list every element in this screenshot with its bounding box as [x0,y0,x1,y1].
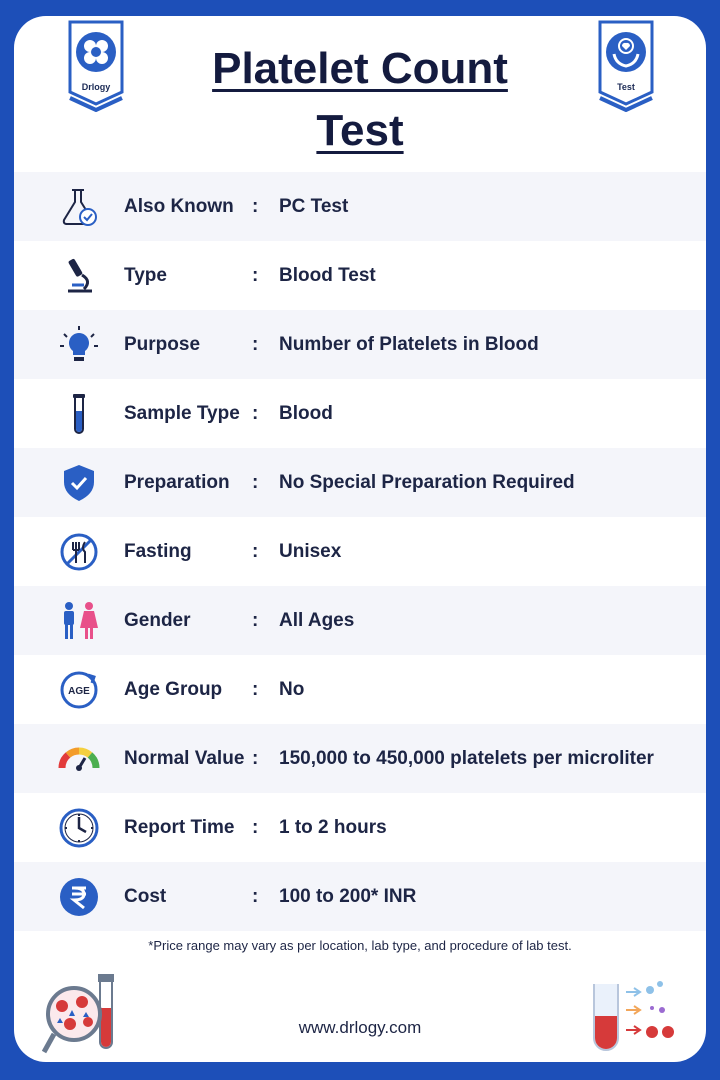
row-value: 150,000 to 450,000 platelets per microliter [279,747,654,769]
row-label: Normal Value [124,747,245,769]
test-badge [594,20,658,112]
row-colon: : [252,402,259,424]
row-also-known [14,172,706,241]
row-colon: : [252,747,259,769]
page-title: Platelet Count Test [212,44,508,155]
row-colon: : [252,816,259,838]
row-value: 1 to 2 hours [279,816,387,838]
row-label: Also Known [124,195,234,217]
shield-check-icon [58,462,100,504]
row-colon: : [252,885,259,907]
blood-separation-icon [590,978,682,1054]
row-cost [14,862,706,931]
row-value: No Special Preparation Required [279,471,575,493]
price-footnote: *Price range may vary as per location, lab type, and procedure of lab test. [148,938,572,953]
row-value: Blood Test [279,264,376,286]
info-rows [14,172,706,931]
row-colon: : [252,264,259,286]
no-food-icon [58,531,100,573]
test-badge-icon [594,20,658,112]
row-colon: : [252,195,259,217]
row-value: 100 to 200* INR [279,885,417,907]
row-colon: : [252,333,259,355]
row-value: Blood [279,402,333,424]
row-value: No [279,678,305,700]
age-icon [58,669,100,711]
row-colon: : [252,540,259,562]
flask-icon [58,186,100,228]
svg-text:AGE: AGE [68,686,90,697]
gender-icon [58,600,100,642]
row-label: Report Time [124,816,235,838]
row-label: Preparation [124,471,230,493]
test-tube-icon [58,393,100,435]
drlogy-logo-icon [64,20,128,112]
row-colon: : [252,678,259,700]
row-label: Type [124,264,167,286]
row-colon: : [252,609,259,631]
row-value: All Ages [279,609,355,631]
row-colon: : [252,471,259,493]
row-age-group [14,655,706,724]
rupee-icon [58,876,100,918]
row-fasting [14,517,706,586]
row-sample-type [14,379,706,448]
row-type [14,241,706,310]
row-value: Number of Platelets in Blood [279,333,539,355]
clock-icon [58,807,100,849]
badge-label-right: Test [617,82,635,92]
info-card [14,16,706,1062]
badge-label-left: Drlogy [81,82,111,92]
website-link[interactable]: www.drlogy.com [298,1018,422,1037]
row-gender [14,586,706,655]
row-purpose [14,310,706,379]
microscope-icon [58,255,100,297]
drlogy-badge [64,20,128,112]
row-report-time [14,793,706,862]
row-normal-value [14,724,706,793]
row-label: Age Group [124,678,223,700]
row-value: PC Test [279,195,349,217]
lightbulb-icon [58,324,100,366]
row-label: Sample Type [124,402,240,424]
row-label: Fasting [124,540,192,562]
gauge-icon [58,738,100,780]
blood-cells-magnifier-icon [42,972,124,1056]
row-preparation [14,448,706,517]
row-label: Gender [124,609,191,631]
row-label: Cost [124,885,167,907]
row-label: Purpose [124,333,201,355]
row-value: Unisex [279,540,342,562]
